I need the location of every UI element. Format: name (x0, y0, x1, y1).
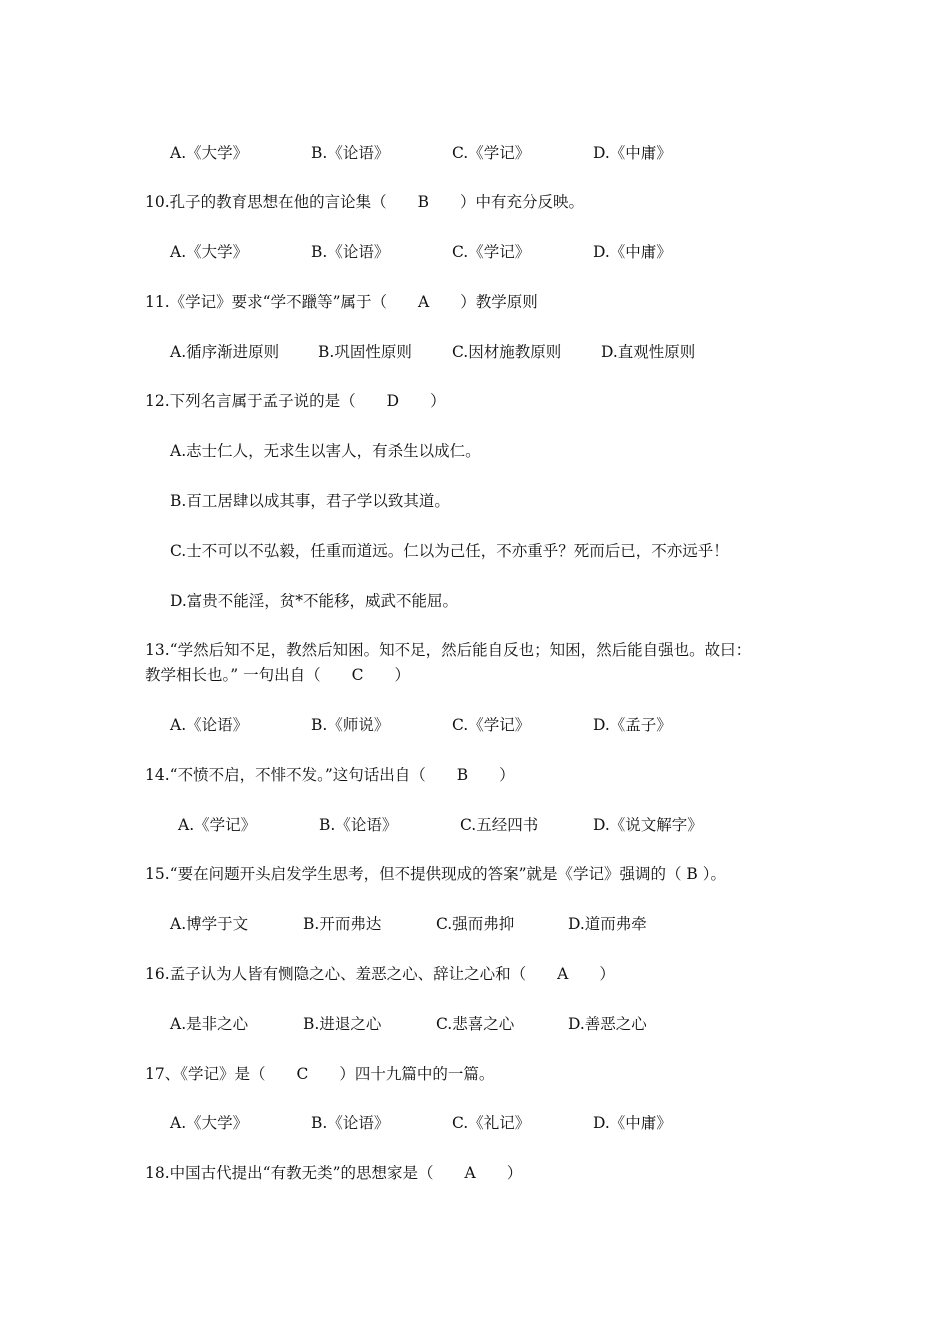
question-18: 18.中国古代提出“有教无类”的思想家是（ A ） (145, 1164, 523, 1182)
question-12: 12.下列名言属于孟子说的是（ D ） (145, 392, 446, 410)
option-d: D.直观性原则 (601, 343, 696, 361)
option-d: D.《中庸》 (593, 144, 672, 162)
question-16: 16.孟子认为人皆有恻隐之心、羞恶之心、辞让之心和（ A ） (145, 965, 615, 983)
option-a: A.是非之心 (170, 1015, 249, 1033)
question-13-line-1: 13.“学然后知不足，教然后知困。知不足，然后能自反也；知困，然后能自强也。故曰： (145, 641, 752, 659)
question-10: 10.孔子的教育思想在他的言论集（ B ）中有充分反映。 (145, 193, 585, 211)
option-b: B.《论语》 (311, 243, 390, 261)
option-a: A.循序渐进原则 (170, 343, 280, 361)
option-a: A.博学于文 (170, 915, 249, 933)
option-a: A.《学记》 (178, 816, 257, 834)
option-b: B.《论语》 (311, 1114, 390, 1132)
option-a: A.《大学》 (170, 144, 249, 162)
option-c: C.《礼记》 (452, 1114, 531, 1132)
option-a: A.《大学》 (170, 243, 249, 261)
option-c: C.《学记》 (452, 716, 531, 734)
option-b: B.进退之心 (303, 1015, 382, 1033)
option-d: D.富贵不能淫，贫*不能移，威武不能屈。 (170, 592, 459, 610)
option-d: D.道而弗牵 (568, 915, 647, 933)
option-b: B.《论语》 (311, 144, 390, 162)
option-d: D.《孟子》 (593, 716, 672, 734)
option-d: D.《说文解字》 (593, 816, 703, 834)
option-d: D.善恶之心 (568, 1015, 647, 1033)
option-c: C.士不可以不弘毅，任重而道远。仁以为己任，不亦重乎？死而后已，不亦远乎！ (170, 542, 729, 560)
option-d: D.《中庸》 (593, 1114, 672, 1132)
option-b: B.开而弗达 (303, 915, 382, 933)
option-b: B.百工居肆以成其事，君子学以致其道。 (170, 492, 450, 510)
question-11: 11.《学记》要求“学不躐等”属于（ A ）教学原则 (145, 293, 538, 311)
option-c: C.因材施教原则 (452, 343, 562, 361)
question-13-line-2: 教学相长也。” 一句出自（ C ） (145, 666, 410, 684)
option-c: C.强而弗抑 (436, 915, 515, 933)
question-15: 15.“要在问题开头启发学生思考，但不提供现成的答案”就是《学记》强调的（ B ）。 (145, 865, 726, 883)
option-c: C.《学记》 (452, 243, 531, 261)
question-17: 17、《学记》是（ C ）四十九篇中的一篇。 (145, 1065, 495, 1083)
option-b: B.巩固性原则 (318, 343, 412, 361)
option-b: B.《师说》 (311, 716, 390, 734)
option-a: A.《论语》 (170, 716, 249, 734)
option-d: D.《中庸》 (593, 243, 672, 261)
question-14: 14.“不愤不启，不悱不发。”这句话出自（ B ） (145, 766, 515, 784)
option-c: C.悲喜之心 (436, 1015, 515, 1033)
option-c: C.《学记》 (452, 144, 531, 162)
option-a: A.志士仁人，无求生以害人，有杀生以成仁。 (170, 442, 481, 460)
option-a: A.《大学》 (170, 1114, 249, 1132)
option-c: C.五经四书 (460, 816, 539, 834)
option-b: B.《论语》 (319, 816, 398, 834)
